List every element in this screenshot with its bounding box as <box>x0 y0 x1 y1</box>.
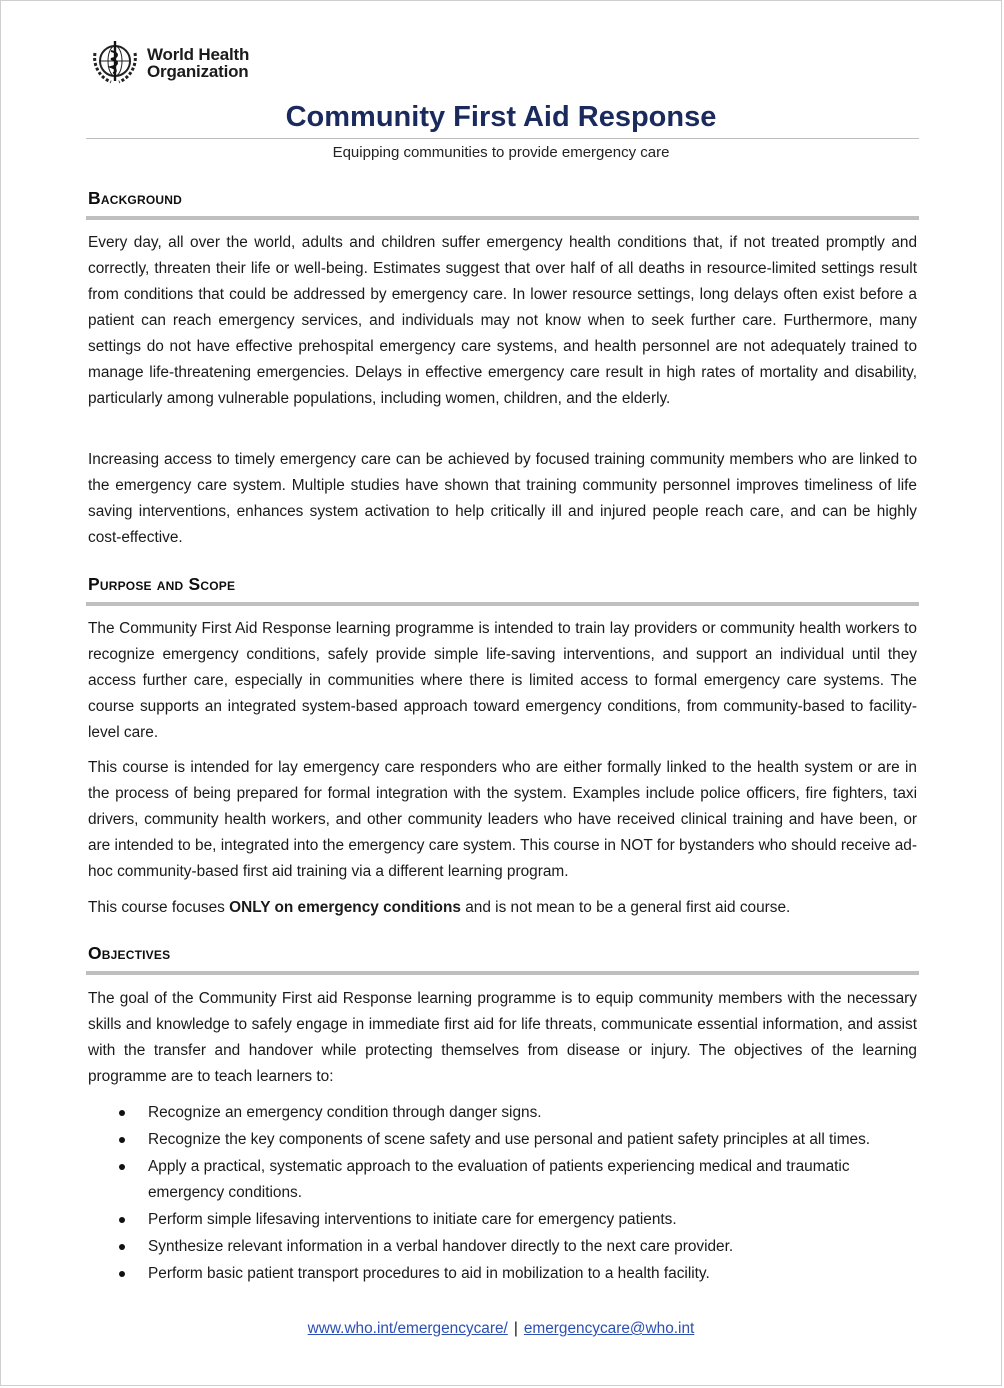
bullet-icon <box>119 1217 125 1223</box>
footer-separator: | <box>513 1320 518 1337</box>
list-item <box>88 1207 917 1233</box>
list-item-text: Synthesize relevant information in a verbal handover directly to the next care provider. <box>148 1238 734 1255</box>
background-paragraph-1: Every day, all over the world, adults and children suffer emergency health conditions that, if not treated promptly and correctly, threaten their life or well-being. Estimates suggest that over half of all deaths in resource-limited settings result from conditions that could be addressed by emergency care. In lower resource settings, long delays often exist before a patient can reach emergency services, and individuals may not know when to seek further care. Furthermore, many settings do not have effective prehospital emergency care systems, and health personnel are not adequately trained to manage life-threatening emergencies. Delays in effective emergency care result in high rates of mortality and disability, particularly among vulnerable populations, including women, children, and the elderly. <box>88 234 917 407</box>
objectives-paragraph-1: The goal of the Community First aid Response learning programme is to equip community members with the necessary skills and knowledge to safely engage in immediate first aid for life threats, communicate essential information, and assist with the transfer and handover while protecting themselves from disease or injury. The objectives of the learning programme are to teach learners to: <box>88 990 917 1085</box>
logo-line-2: Organization <box>147 62 249 81</box>
section-heading-objectives: Objectives <box>88 943 171 963</box>
logo-line-1: World Health <box>147 45 250 64</box>
purpose-paragraph-1: The Community First Aid Response learning programme is intended to train lay providers or community health workers to recognize emergency conditions, safely provide simple life-saving interventions, and support an individual until they access further care, especially in communities where there is limited access to formal emergency care systems. The course supports an integrated system-based approach toward emergency conditions, from community-based to facility-level care. <box>88 620 917 741</box>
section-divider <box>86 602 919 606</box>
bullet-icon <box>119 1164 125 1170</box>
purpose-paragraph-3 <box>88 895 917 921</box>
bullet-icon <box>119 1137 125 1143</box>
objectives-list <box>88 1100 917 1288</box>
who-logo <box>89 37 249 89</box>
purpose-p3-emphasis: ONLY on emergency conditions <box>229 899 461 916</box>
bullet-icon <box>119 1271 125 1277</box>
list-item <box>88 1127 917 1153</box>
list-item <box>88 1234 917 1260</box>
bullet-icon <box>119 1244 125 1250</box>
page-title: Community First Aid Response <box>285 101 717 133</box>
list-item <box>88 1154 917 1206</box>
title-divider <box>86 138 919 139</box>
list-item-text: Perform simple lifesaving interventions to initiate care for emergency patients. <box>148 1211 677 1228</box>
list-item <box>88 1100 917 1126</box>
website-link[interactable]: www.who.int/emergencycare/ <box>307 1320 508 1337</box>
list-item <box>88 1261 917 1287</box>
background-paragraph-2: Increasing access to timely emergency care can be achieved by focused training community members who are linked to the emergency care system. Multiple studies have shown that training community personnel improves timeliness of life saving interventions, enhances system activation to help critically ill and injured people reach care, and can be highly cost-effective. <box>88 451 917 546</box>
list-item-text: Perform basic patient transport procedures to aid in mobilization to a health facility. <box>148 1265 710 1282</box>
purpose-paragraph-2: This course is intended for lay emergency care responders who are either formally linked to the health system or are in the process of being prepared for formal integration with the system. Examples include police officers, fire fighters, taxi drivers, community health workers, and other community leaders who have received clinical training and have been, or are intended to be, integrated into the emergency care system. This course in NOT for bystanders who should receive ad-hoc community-based first aid training via a different learning program. <box>88 759 917 880</box>
section-heading-purpose: Purpose and Scope <box>88 574 236 594</box>
bullet-icon <box>119 1110 125 1116</box>
purpose-p3-text-before: This course focuses <box>88 899 230 916</box>
list-item-text: Recognize the key components of scene safety and use personal and patient safety principles at all times. <box>148 1131 871 1148</box>
logo-wordmark <box>147 46 249 80</box>
page-subtitle: Equipping communities to provide emergency care <box>332 144 670 161</box>
who-emblem-icon <box>89 37 141 89</box>
section-heading-background: Background <box>88 188 182 208</box>
email-link[interactable]: emergencycare@who.int <box>523 1320 695 1337</box>
section-divider <box>86 216 919 220</box>
section-divider <box>86 971 919 975</box>
list-item-text: Apply a practical, systematic approach to the evaluation of patients experiencing medical and traumatic emergency conditions. <box>148 1158 850 1201</box>
purpose-p3-text-after: and is not mean to be a general first aid course. <box>460 899 791 916</box>
list-item-text: Recognize an emergency condition through danger signs. <box>148 1104 542 1121</box>
page-footer <box>1 1320 1001 1338</box>
